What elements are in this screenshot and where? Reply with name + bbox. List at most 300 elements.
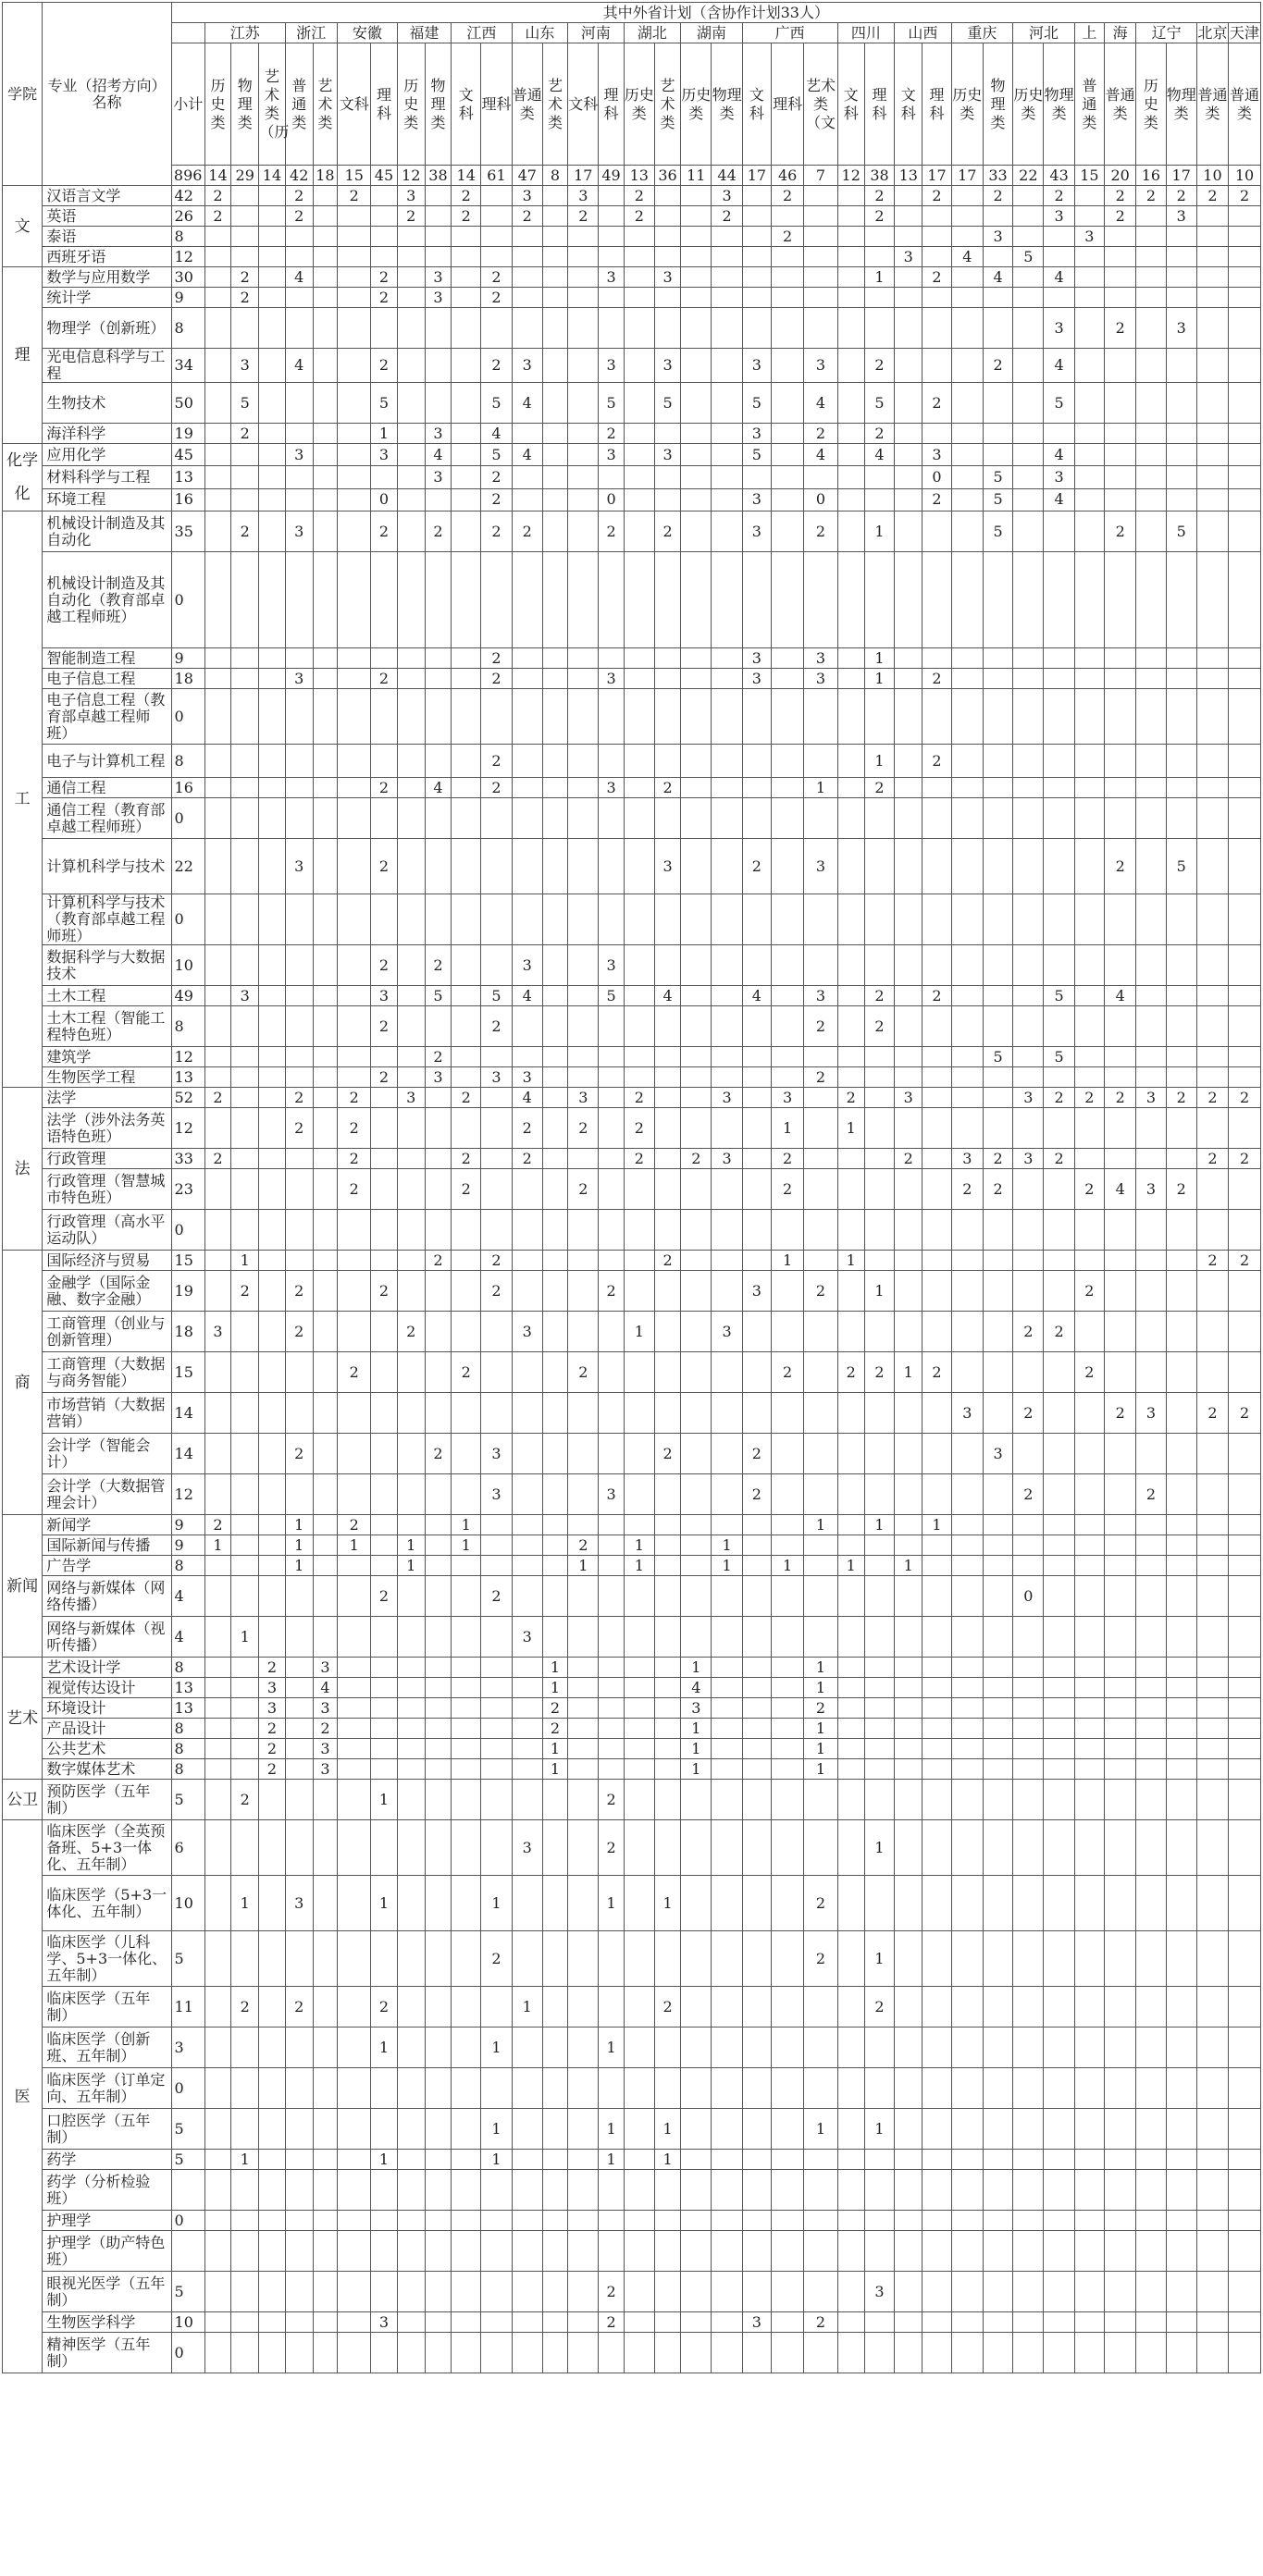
quota-cell bbox=[712, 1271, 742, 1312]
quota-cell: 1 bbox=[599, 2028, 624, 2068]
quota-cell bbox=[681, 1210, 712, 1251]
quota-cell bbox=[231, 1474, 259, 1515]
quota-cell bbox=[313, 2272, 337, 2312]
quota-cell bbox=[512, 2068, 542, 2109]
quota-cell bbox=[983, 2170, 1012, 2211]
quota-cell bbox=[895, 2312, 922, 2333]
quota-cell bbox=[1105, 2150, 1136, 2170]
quota-cell: 1 bbox=[681, 1759, 712, 1780]
quota-cell: 5 bbox=[864, 383, 894, 424]
quota-cell bbox=[1105, 227, 1136, 247]
subtotal-cell: 8 bbox=[171, 1658, 204, 1678]
quota-cell bbox=[983, 2028, 1012, 2068]
quota-cell bbox=[231, 2312, 259, 2333]
subtotal-cell: 26 bbox=[171, 206, 204, 227]
quota-cell bbox=[313, 1780, 337, 1820]
quota-cell bbox=[624, 1876, 654, 1931]
quota-cell bbox=[772, 247, 804, 267]
quota-cell bbox=[1013, 1210, 1044, 1251]
quota-cell bbox=[313, 444, 337, 466]
quota-cell bbox=[624, 308, 654, 349]
quota-cell bbox=[1013, 488, 1044, 511]
category-header: 艺术类（文 bbox=[804, 43, 837, 166]
quota-cell bbox=[895, 798, 922, 839]
quota-cell bbox=[425, 1987, 451, 2028]
quota-cell bbox=[772, 1393, 804, 1434]
quota-cell bbox=[772, 1006, 804, 1047]
province-header: 湖南 bbox=[681, 23, 743, 43]
major-name: 环境工程 bbox=[43, 488, 171, 511]
quota-cell bbox=[338, 2109, 371, 2150]
quota-cell bbox=[772, 1739, 804, 1759]
quota-cell bbox=[568, 1149, 599, 1169]
quota-cell: 5 bbox=[231, 383, 259, 424]
header-row-title bbox=[3, 3, 1261, 23]
quota-cell bbox=[712, 1515, 742, 1535]
quota-cell bbox=[1196, 488, 1228, 511]
quota-cell bbox=[1013, 745, 1044, 778]
quota-cell bbox=[313, 1556, 337, 1576]
quota-cell bbox=[231, 2333, 259, 2373]
quota-cell bbox=[338, 383, 371, 424]
quota-cell: 2 bbox=[599, 2272, 624, 2312]
quota-cell bbox=[285, 2312, 313, 2333]
quota-cell bbox=[1013, 1987, 1044, 2028]
quota-cell: 3 bbox=[425, 424, 451, 444]
college-cell: 艺术 bbox=[3, 1658, 43, 1780]
quota-cell bbox=[313, 2211, 337, 2231]
quota-cell bbox=[1136, 424, 1166, 444]
quota-cell bbox=[742, 2109, 771, 2150]
quota-cell bbox=[568, 2068, 599, 2109]
quota-cell bbox=[804, 1108, 837, 1149]
quota-cell bbox=[452, 1876, 481, 1931]
quota-cell: 2 bbox=[804, 1006, 837, 1047]
quota-cell: 4 bbox=[654, 986, 680, 1006]
quota-cell bbox=[1229, 1876, 1261, 1931]
quota-cell: 4 bbox=[1105, 986, 1136, 1006]
quota-cell bbox=[313, 1931, 337, 1987]
subtotal-cell: 13 bbox=[171, 1698, 204, 1719]
quota-cell bbox=[542, 945, 567, 986]
quota-cell bbox=[285, 986, 313, 1006]
quota-cell bbox=[1166, 1617, 1196, 1658]
quota-cell bbox=[681, 1617, 712, 1658]
quota-cell bbox=[1136, 1352, 1166, 1393]
quota-cell bbox=[204, 2272, 230, 2312]
quota-cell bbox=[624, 745, 654, 778]
quota-cell bbox=[285, 424, 313, 444]
quota-cell: 2 bbox=[371, 512, 397, 552]
quota-cell bbox=[1013, 1678, 1044, 1698]
quota-cell bbox=[568, 1931, 599, 1987]
quota-cell bbox=[837, 488, 864, 511]
quota-cell: 2 bbox=[285, 1271, 313, 1312]
quota-cell bbox=[259, 745, 285, 778]
quota-cell bbox=[895, 1393, 922, 1434]
quota-cell bbox=[481, 2312, 512, 2333]
quota-cell bbox=[1166, 1067, 1196, 1088]
subtotal-header-spacer bbox=[171, 23, 204, 43]
quota-cell bbox=[1136, 2272, 1166, 2312]
quota-cell bbox=[895, 424, 922, 444]
total-cell: 12 bbox=[837, 166, 864, 186]
quota-cell bbox=[1074, 1876, 1104, 1931]
category-header: 艺术类 bbox=[313, 43, 337, 166]
quota-cell bbox=[1136, 512, 1166, 552]
quota-cell bbox=[1136, 2068, 1166, 2109]
quota-cell bbox=[452, 1271, 481, 1312]
quota-cell bbox=[1229, 1780, 1261, 1820]
major-name: 广告学 bbox=[43, 1556, 171, 1576]
quota-cell bbox=[1074, 1820, 1104, 1876]
quota-cell bbox=[1196, 512, 1228, 552]
quota-cell bbox=[481, 552, 512, 648]
quota-cell bbox=[542, 1393, 567, 1434]
quota-cell bbox=[371, 1556, 397, 1576]
quota-cell bbox=[568, 1474, 599, 1515]
quota-cell bbox=[712, 1759, 742, 1780]
quota-cell bbox=[542, 1067, 567, 1088]
quota-cell bbox=[772, 267, 804, 288]
quota-cell bbox=[1074, 186, 1104, 206]
quota-cell bbox=[512, 227, 542, 247]
quota-cell bbox=[397, 308, 425, 349]
category-header: 物理类 bbox=[712, 43, 742, 166]
total-cell: 17 bbox=[1166, 166, 1196, 186]
quota-cell bbox=[1044, 552, 1074, 648]
quota-cell bbox=[204, 894, 230, 945]
quota-cell bbox=[951, 1780, 983, 1820]
quota-cell bbox=[951, 288, 983, 308]
quota-cell: 2 bbox=[1229, 1251, 1261, 1271]
quota-cell bbox=[624, 1698, 654, 1719]
quota-cell: 2 bbox=[371, 1006, 397, 1047]
quota-cell bbox=[512, 1759, 542, 1780]
quota-cell: 2 bbox=[1166, 186, 1196, 206]
quota-cell bbox=[772, 1576, 804, 1617]
quota-cell bbox=[922, 2231, 951, 2272]
subtotal-cell: 50 bbox=[171, 383, 204, 424]
quota-cell: 1 bbox=[285, 1556, 313, 1576]
quota-cell bbox=[338, 2272, 371, 2312]
quota-cell: 2 bbox=[1044, 1312, 1074, 1352]
subtotal-cell: 33 bbox=[171, 1149, 204, 1169]
quota-cell bbox=[654, 206, 680, 227]
total-cell: 22 bbox=[1013, 166, 1044, 186]
quota-cell bbox=[895, 894, 922, 945]
quota-cell bbox=[204, 488, 230, 511]
quota-cell bbox=[397, 466, 425, 488]
category-header: 物理类 bbox=[983, 43, 1012, 166]
quota-cell bbox=[1196, 424, 1228, 444]
quota-cell bbox=[1013, 1169, 1044, 1210]
quota-cell bbox=[1074, 2109, 1104, 2150]
category-header: 历史类 bbox=[204, 43, 230, 166]
quota-cell: 1 bbox=[204, 1535, 230, 1556]
quota-cell bbox=[922, 778, 951, 798]
quota-cell bbox=[425, 669, 451, 689]
quota-cell bbox=[1166, 1576, 1196, 1617]
major-name: 电子信息工程（教育部卓越工程师班） bbox=[43, 689, 171, 745]
quota-cell bbox=[624, 778, 654, 798]
quota-cell bbox=[895, 2150, 922, 2170]
quota-cell bbox=[313, 945, 337, 986]
quota-cell bbox=[864, 308, 894, 349]
quota-cell bbox=[481, 1556, 512, 1576]
quota-cell bbox=[425, 798, 451, 839]
quota-cell bbox=[338, 267, 371, 288]
quota-cell: 2 bbox=[922, 1352, 951, 1393]
quota-cell bbox=[1196, 1876, 1228, 1931]
quota-cell bbox=[772, 2068, 804, 2109]
quota-cell bbox=[231, 1678, 259, 1698]
quota-cell bbox=[1105, 648, 1136, 669]
quota-cell bbox=[1229, 745, 1261, 778]
quota-cell: 3 bbox=[568, 1088, 599, 1108]
quota-cell: 2 bbox=[512, 1149, 542, 1169]
quota-cell bbox=[568, 2150, 599, 2170]
quota-cell: 2 bbox=[371, 839, 397, 894]
quota-cell bbox=[712, 689, 742, 745]
quota-cell bbox=[512, 894, 542, 945]
quota-cell bbox=[951, 1658, 983, 1678]
quota-cell bbox=[681, 669, 712, 689]
quota-cell bbox=[338, 424, 371, 444]
quota-cell bbox=[983, 1931, 1012, 1987]
quota-cell bbox=[983, 1759, 1012, 1780]
quota-cell bbox=[599, 1169, 624, 1210]
quota-cell bbox=[742, 1067, 771, 1088]
quota-cell bbox=[654, 1393, 680, 1434]
quota-cell: 3 bbox=[259, 1698, 285, 1719]
quota-cell bbox=[313, 1006, 337, 1047]
quota-cell bbox=[259, 1312, 285, 1352]
quota-cell bbox=[772, 648, 804, 669]
quota-cell bbox=[1136, 1210, 1166, 1251]
table-row bbox=[3, 1780, 1261, 1820]
quota-cell bbox=[742, 247, 771, 267]
quota-cell: 3 bbox=[599, 349, 624, 383]
quota-cell bbox=[922, 1780, 951, 1820]
quota-cell bbox=[371, 689, 397, 745]
quota-cell bbox=[371, 1719, 397, 1739]
quota-cell: 1 bbox=[481, 2109, 512, 2150]
quota-cell bbox=[452, 839, 481, 894]
quota-cell bbox=[681, 1251, 712, 1271]
quota-cell bbox=[951, 227, 983, 247]
quota-cell bbox=[983, 669, 1012, 689]
quota-cell bbox=[231, 1658, 259, 1678]
quota-cell bbox=[371, 1088, 397, 1108]
quota-cell bbox=[425, 2068, 451, 2109]
quota-cell bbox=[864, 1047, 894, 1067]
quota-cell bbox=[425, 1352, 451, 1393]
quota-cell bbox=[285, 648, 313, 669]
quota-cell bbox=[397, 1169, 425, 1210]
quota-cell: 3 bbox=[397, 1088, 425, 1108]
quota-cell: 2 bbox=[452, 1169, 481, 1210]
quota-cell: 1 bbox=[481, 2028, 512, 2068]
quota-cell: 2 bbox=[951, 1169, 983, 1210]
quota-cell bbox=[1044, 839, 1074, 894]
quota-cell bbox=[204, 839, 230, 894]
quota-cell bbox=[895, 745, 922, 778]
quota-cell bbox=[599, 1535, 624, 1556]
quota-cell bbox=[895, 2068, 922, 2109]
quota-cell: 1 bbox=[624, 1556, 654, 1576]
quota-cell bbox=[542, 1271, 567, 1312]
quota-cell bbox=[371, 1759, 397, 1780]
quota-cell bbox=[837, 383, 864, 424]
quota-cell bbox=[951, 798, 983, 839]
quota-cell: 2 bbox=[1229, 1149, 1261, 1169]
quota-cell bbox=[681, 648, 712, 669]
quota-cell bbox=[922, 349, 951, 383]
quota-cell bbox=[951, 2272, 983, 2312]
quota-cell bbox=[654, 488, 680, 511]
quota-cell bbox=[681, 1067, 712, 1088]
quota-cell bbox=[542, 1108, 567, 1149]
quota-cell bbox=[397, 1352, 425, 1393]
quota-cell bbox=[983, 1698, 1012, 1719]
quota-cell bbox=[864, 1108, 894, 1149]
quota-cell bbox=[1136, 1312, 1166, 1352]
quota-cell bbox=[452, 1759, 481, 1780]
quota-cell bbox=[338, 1987, 371, 2028]
quota-cell bbox=[1196, 669, 1228, 689]
quota-cell bbox=[568, 2231, 599, 2272]
quota-cell: 2 bbox=[512, 1108, 542, 1149]
quota-cell bbox=[951, 1576, 983, 1617]
quota-cell bbox=[895, 1434, 922, 1474]
quota-cell bbox=[1013, 1658, 1044, 1678]
quota-cell bbox=[452, 1556, 481, 1576]
quota-cell bbox=[864, 2312, 894, 2333]
quota-cell bbox=[1229, 1739, 1261, 1759]
quota-cell bbox=[313, 552, 337, 648]
quota-cell: 1 bbox=[654, 1876, 680, 1931]
quota-cell bbox=[397, 1931, 425, 1987]
quota-cell: 1 bbox=[542, 1658, 567, 1678]
quota-cell bbox=[313, 1987, 337, 2028]
province-header: 天津 bbox=[1230, 23, 1260, 42]
quota-cell bbox=[1074, 1780, 1104, 1820]
quota-cell bbox=[568, 2170, 599, 2211]
quota-cell bbox=[712, 778, 742, 798]
category-header: 历史类 bbox=[1136, 43, 1166, 166]
quota-cell bbox=[397, 1759, 425, 1780]
quota-cell bbox=[654, 552, 680, 648]
quota-cell bbox=[338, 945, 371, 986]
quota-cell: 1 bbox=[864, 648, 894, 669]
quota-cell bbox=[654, 1780, 680, 1820]
quota-cell bbox=[712, 1067, 742, 1088]
quota-cell bbox=[772, 308, 804, 349]
quota-cell bbox=[1044, 1987, 1074, 2028]
table-row bbox=[3, 798, 1261, 839]
quota-cell bbox=[313, 1515, 337, 1535]
quota-cell bbox=[1013, 1556, 1044, 1576]
quota-cell bbox=[712, 945, 742, 986]
quota-cell bbox=[231, 552, 259, 648]
quota-cell bbox=[654, 424, 680, 444]
total-cell: 20 bbox=[1105, 166, 1136, 186]
quota-cell bbox=[512, 1698, 542, 1719]
quota-cell bbox=[452, 1047, 481, 1067]
quota-cell: 2 bbox=[654, 512, 680, 552]
quota-cell: 2 bbox=[481, 267, 512, 288]
quota-cell: 1 bbox=[481, 1876, 512, 1931]
quota-cell bbox=[599, 894, 624, 945]
quota-cell bbox=[895, 2211, 922, 2231]
table-row bbox=[3, 2028, 1261, 2068]
quota-cell: 3 bbox=[1136, 1169, 1166, 1210]
total-cell: 18 bbox=[313, 166, 337, 186]
quota-cell bbox=[837, 839, 864, 894]
quota-cell bbox=[1196, 1434, 1228, 1474]
quota-cell bbox=[712, 2312, 742, 2333]
quota-cell bbox=[599, 1678, 624, 1698]
category-header: 普通类 bbox=[1196, 43, 1228, 166]
quota-cell bbox=[512, 1576, 542, 1617]
quota-cell bbox=[712, 1210, 742, 1251]
quota-cell bbox=[285, 2028, 313, 2068]
quota-cell bbox=[742, 1312, 771, 1352]
quota-cell bbox=[397, 2231, 425, 2272]
quota-cell bbox=[204, 1617, 230, 1658]
quota-cell bbox=[452, 444, 481, 466]
subtotal-cell: 15 bbox=[171, 1251, 204, 1271]
quota-cell bbox=[654, 798, 680, 839]
quota-cell bbox=[1136, 349, 1166, 383]
quota-cell bbox=[259, 1820, 285, 1876]
quota-cell: 2 bbox=[285, 1108, 313, 1149]
total-cell: 13 bbox=[624, 166, 654, 186]
quota-cell: 1 bbox=[712, 1556, 742, 1576]
quota-cell bbox=[371, 1698, 397, 1719]
quota-cell bbox=[654, 1108, 680, 1149]
quota-cell bbox=[1136, 466, 1166, 488]
quota-cell bbox=[1074, 1987, 1104, 2028]
quota-cell bbox=[1044, 778, 1074, 798]
quota-cell: 3 bbox=[804, 648, 837, 669]
quota-cell bbox=[895, 1169, 922, 1210]
quota-cell bbox=[772, 1515, 804, 1535]
quota-cell bbox=[895, 2333, 922, 2373]
category-header: 文科 bbox=[338, 43, 371, 166]
quota-cell: 3 bbox=[804, 349, 837, 383]
quota-cell bbox=[568, 1434, 599, 1474]
quota-cell bbox=[951, 689, 983, 745]
quota-cell: 3 bbox=[425, 267, 451, 288]
quota-cell bbox=[371, 2109, 397, 2150]
quota-cell bbox=[204, 1352, 230, 1393]
quota-cell: 2 bbox=[481, 466, 512, 488]
quota-cell bbox=[1044, 1271, 1074, 1312]
quota-cell bbox=[712, 1820, 742, 1876]
quota-cell bbox=[1044, 512, 1074, 552]
quota-cell bbox=[1105, 894, 1136, 945]
quota-cell bbox=[837, 894, 864, 945]
quota-cell bbox=[1105, 1780, 1136, 1820]
quota-cell: 2 bbox=[654, 1434, 680, 1474]
quota-cell bbox=[231, 1006, 259, 1047]
quota-cell bbox=[231, 1759, 259, 1780]
quota-cell: 3 bbox=[654, 267, 680, 288]
quota-cell bbox=[864, 1719, 894, 1739]
major-name: 护理学 bbox=[43, 2211, 171, 2231]
